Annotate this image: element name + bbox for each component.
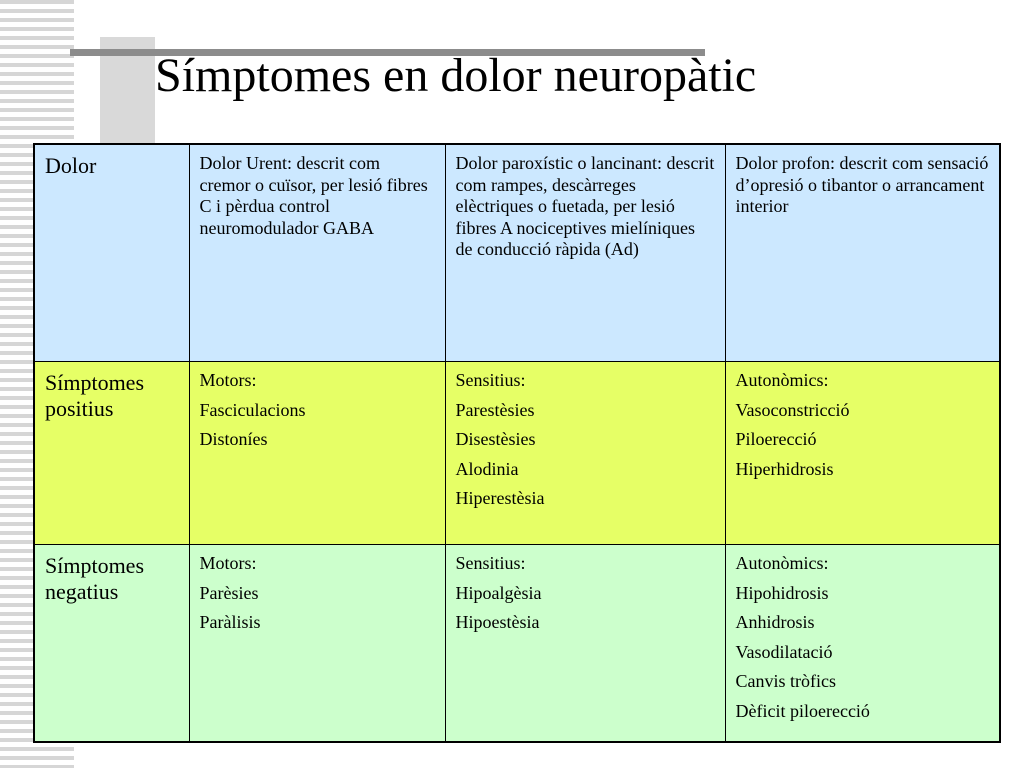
list-item: Alodinia: [455, 458, 519, 479]
cell-positive-sensitius: [445, 362, 725, 545]
list-item: Sensitius:: [455, 370, 526, 390]
list-item: Sensitius:: [455, 553, 526, 573]
symptoms-table: [33, 143, 1001, 743]
list-item: Canvis tròfics: [735, 671, 836, 692]
table-row-negative: [34, 545, 1000, 743]
cell-dolor-paroxistic: Dolor paroxístic o lancinant: descrit com rampes, descàrreges elèctriques o fuetada, per lesió fibres A nociceptives mielíniques de conducció ràpida (Ad): [445, 144, 725, 362]
list-item: Vasodilatació: [735, 641, 833, 662]
cell-dolor-profon: Dolor profon: descrit com sensació d’opresió o tibantor o arrancament interior: [725, 144, 1000, 362]
cell-negative-motors: [189, 545, 445, 743]
list-item: Hiperestèsia: [455, 488, 545, 509]
row-header-negative: Símptomes negatius: [34, 545, 189, 743]
list-item: Paràlisis: [199, 612, 261, 633]
list-item: Hipoalgèsia: [455, 582, 542, 603]
slide-title: Símptomes en dolor neuropàtic: [155, 49, 757, 102]
list-item: Disestèsies: [455, 429, 536, 450]
list-item: Motors:: [199, 370, 257, 390]
table-row-positive: [34, 362, 1000, 545]
list-item: Hiperhidrosis: [735, 458, 834, 479]
list-item: Anhidrosis: [735, 612, 815, 633]
list-item: Piloerecció: [735, 429, 817, 450]
list-item: Parèsies: [199, 582, 259, 603]
list-item: Dèficit piloerecció: [735, 700, 870, 721]
row-header-positive: Símptomes positius: [34, 362, 189, 545]
cell-positive-motors: [189, 362, 445, 545]
row-header-dolor: Dolor: [34, 144, 189, 362]
cell-negative-sensitius: [445, 545, 725, 743]
list-item: Vasoconstricció: [735, 399, 850, 420]
cell-positive-autonomics: [725, 362, 1000, 545]
list-item: Autonòmics:: [735, 370, 829, 390]
list-item: Autonòmics:: [735, 553, 829, 573]
list-item: Hipoestèsia: [455, 612, 540, 633]
list-item: Hipohidrosis: [735, 582, 829, 603]
list-item: Motors:: [199, 553, 257, 573]
list-item: Distoníes: [199, 429, 268, 450]
table-row-dolor: [34, 144, 1000, 362]
cell-negative-autonomics: [725, 545, 1000, 743]
list-item: Parestèsies: [455, 399, 535, 420]
list-item: Fasciculacions: [199, 399, 306, 420]
cell-dolor-urent: Dolor Urent: descrit com cremor o cuïsor, per lesió fibres C i pèrdua control neuromodulador GABA: [189, 144, 445, 362]
